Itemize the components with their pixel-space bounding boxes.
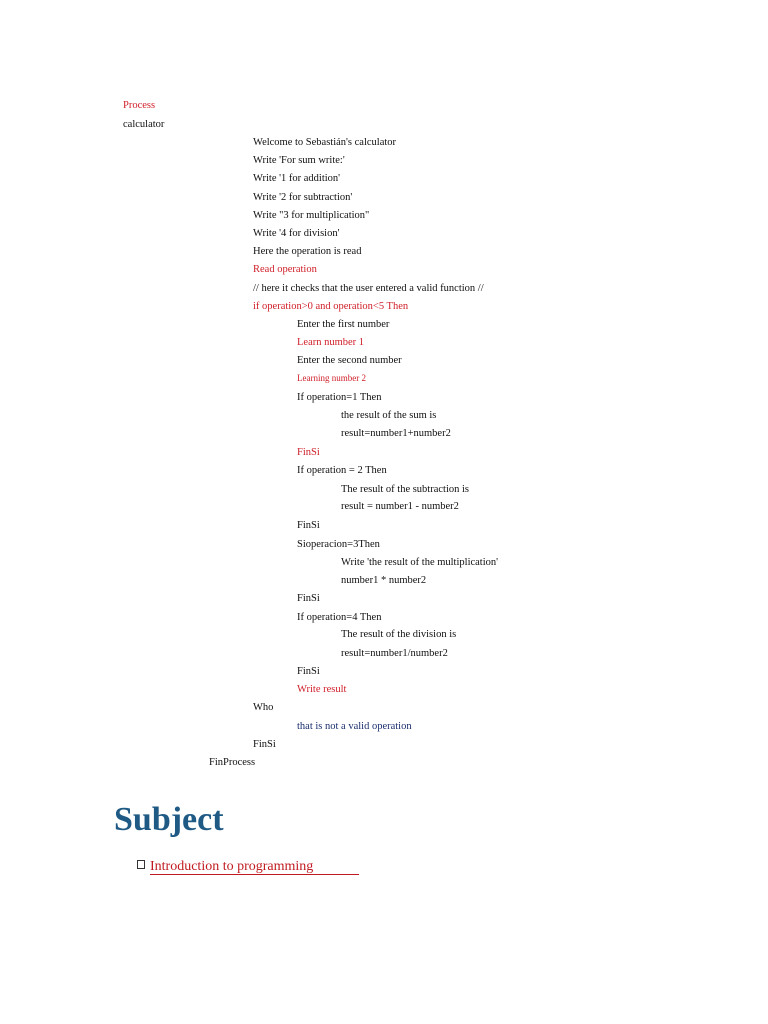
code-line: If operation = 2 Then	[297, 465, 387, 476]
code-line: FinProcess	[209, 757, 256, 768]
code-line: number1 * number2	[341, 575, 427, 586]
code-line: Write 'the result of the multiplication'	[341, 557, 499, 568]
code-line: Enter the second number	[297, 355, 402, 366]
code-line: The result of the division is	[341, 629, 457, 640]
code-line: Who	[253, 702, 274, 713]
code-line: calculator	[123, 119, 165, 130]
code-line: Write '1 for addition'	[253, 173, 341, 184]
code-line: Read operation	[253, 264, 317, 275]
code-line: Write '2 for subtraction'	[253, 192, 353, 203]
code-line: result=number1/number2	[341, 648, 448, 659]
code-line: if operation>0 and operation<5 Then	[253, 301, 409, 312]
code-line: the result of the sum is	[341, 410, 437, 421]
code-line: Here the operation is read	[253, 246, 362, 257]
code-line: Write result	[297, 684, 347, 695]
checkbox-icon	[137, 860, 145, 869]
code-line: Process	[123, 100, 156, 111]
code-line: FinSi	[297, 593, 320, 604]
code-line: that is not a valid operation	[297, 721, 412, 732]
subject-heading: Subject	[114, 801, 224, 838]
code-line: result = number1 - number2	[341, 501, 459, 512]
code-line: If operation=1 Then	[297, 392, 382, 403]
subject-list-item	[137, 858, 359, 876]
code-line: Sioperacion=3Then	[297, 539, 380, 550]
code-line: FinSi	[297, 666, 320, 677]
code-line: Learning number 2	[297, 373, 366, 383]
code-line: If operation=4 Then	[297, 612, 382, 623]
code-line: Enter the first number	[297, 319, 390, 330]
code-line: FinSi	[253, 739, 276, 750]
code-line: Welcome to Sebastián's calculator	[253, 137, 397, 148]
code-line: FinSi	[297, 447, 320, 458]
code-line: FinSi	[297, 520, 320, 531]
code-comment: // here it checks that the user entered a valid function //	[253, 283, 484, 294]
subject-item-label: Introduction to programming	[150, 859, 359, 875]
code-line: Learn number 1	[297, 337, 365, 348]
code-line: The result of the subtraction is	[341, 484, 470, 495]
code-line: Write '4 for division'	[253, 228, 340, 239]
code-line: Write 'For sum write:'	[253, 155, 345, 166]
code-line: Write "3 for multiplication"	[253, 210, 370, 221]
code-line: result=number1+number2	[341, 428, 451, 439]
